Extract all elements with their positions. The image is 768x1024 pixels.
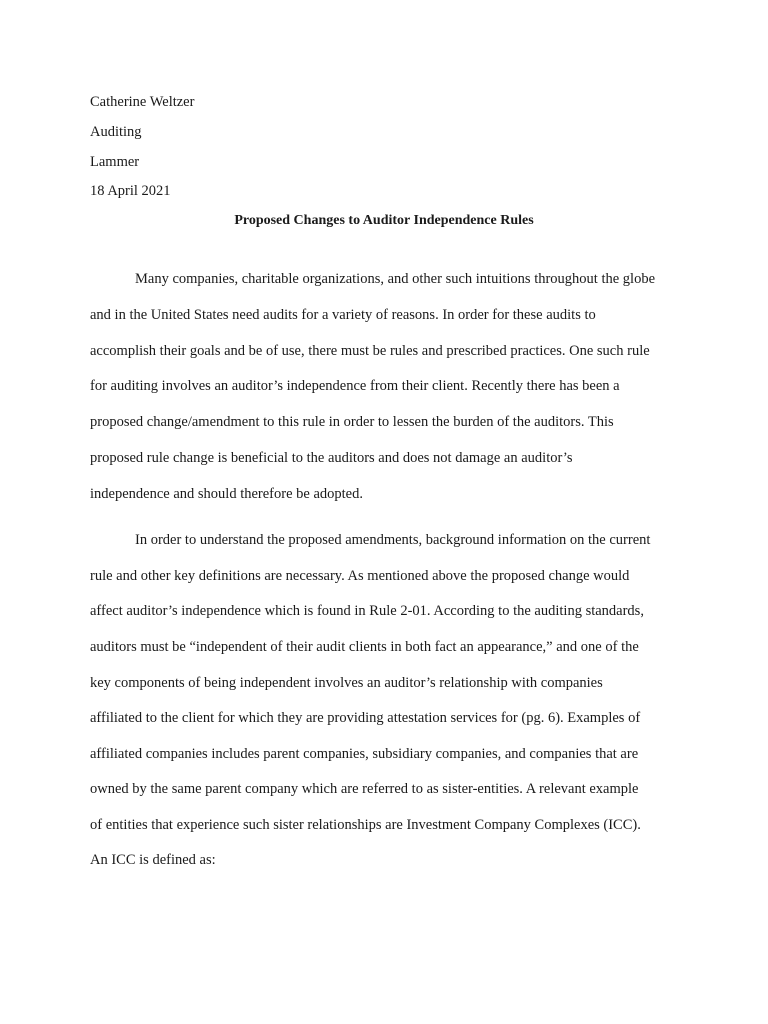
paragraph-line: owned by the same parent company which are referred to as sister-entities. A relevant example: [90, 781, 639, 797]
paragraph-line: key components of being independent involves an auditor’s relationship with companies: [90, 675, 603, 691]
paragraph-line: independence and should therefore be adopted.: [90, 486, 363, 502]
paragraph-line: Many companies, charitable organizations, and other such intuitions throughout the globe: [135, 271, 656, 287]
paragraph-line: affiliated to the client for which they are providing attestation services for (pg. 6). Examples of: [90, 710, 641, 726]
document-title: Proposed Changes to Auditor Independence Rules: [234, 213, 534, 228]
paragraph-line: auditors must be “independent of their audit clients in both fact an appearance,” and one of the: [90, 639, 639, 655]
paragraph-line: of entities that experience such sister relationships are Investment Company Complexes (ICC).: [90, 817, 641, 833]
paragraph-line: proposed rule change is beneficial to the auditors and does not damage an auditor’s: [90, 450, 573, 466]
paragraph-line: affiliated companies includes parent companies, subsidiary companies, and companies that are: [90, 746, 639, 762]
paragraph-line: proposed change/amendment to this rule in order to lessen the burden of the auditors. This: [90, 414, 614, 430]
paragraph-line: accomplish their goals and be of use, there must be rules and prescribed practices. One such rule: [90, 343, 650, 359]
document-date: 18 April 2021: [90, 183, 171, 199]
paragraph-line: rule and other key definitions are necessary. As mentioned above the proposed change would: [90, 568, 630, 584]
paragraph-line: An ICC is defined as:: [90, 852, 216, 868]
author-name: Catherine Weltzer: [90, 94, 195, 110]
course-name: Auditing: [90, 124, 142, 140]
paragraph-line: for auditing involves an auditor’s independence from their client. Recently there has been a: [90, 378, 620, 394]
paragraph-line: affect auditor’s independence which is found in Rule 2-01. According to the auditing standards,: [90, 603, 644, 619]
paragraph-line: In order to understand the proposed amendments, background information on the current: [135, 532, 651, 548]
paragraph-line: and in the United States need audits for a variety of reasons. In order for these audits to: [90, 307, 596, 323]
instructor-name: Lammer: [90, 154, 140, 170]
